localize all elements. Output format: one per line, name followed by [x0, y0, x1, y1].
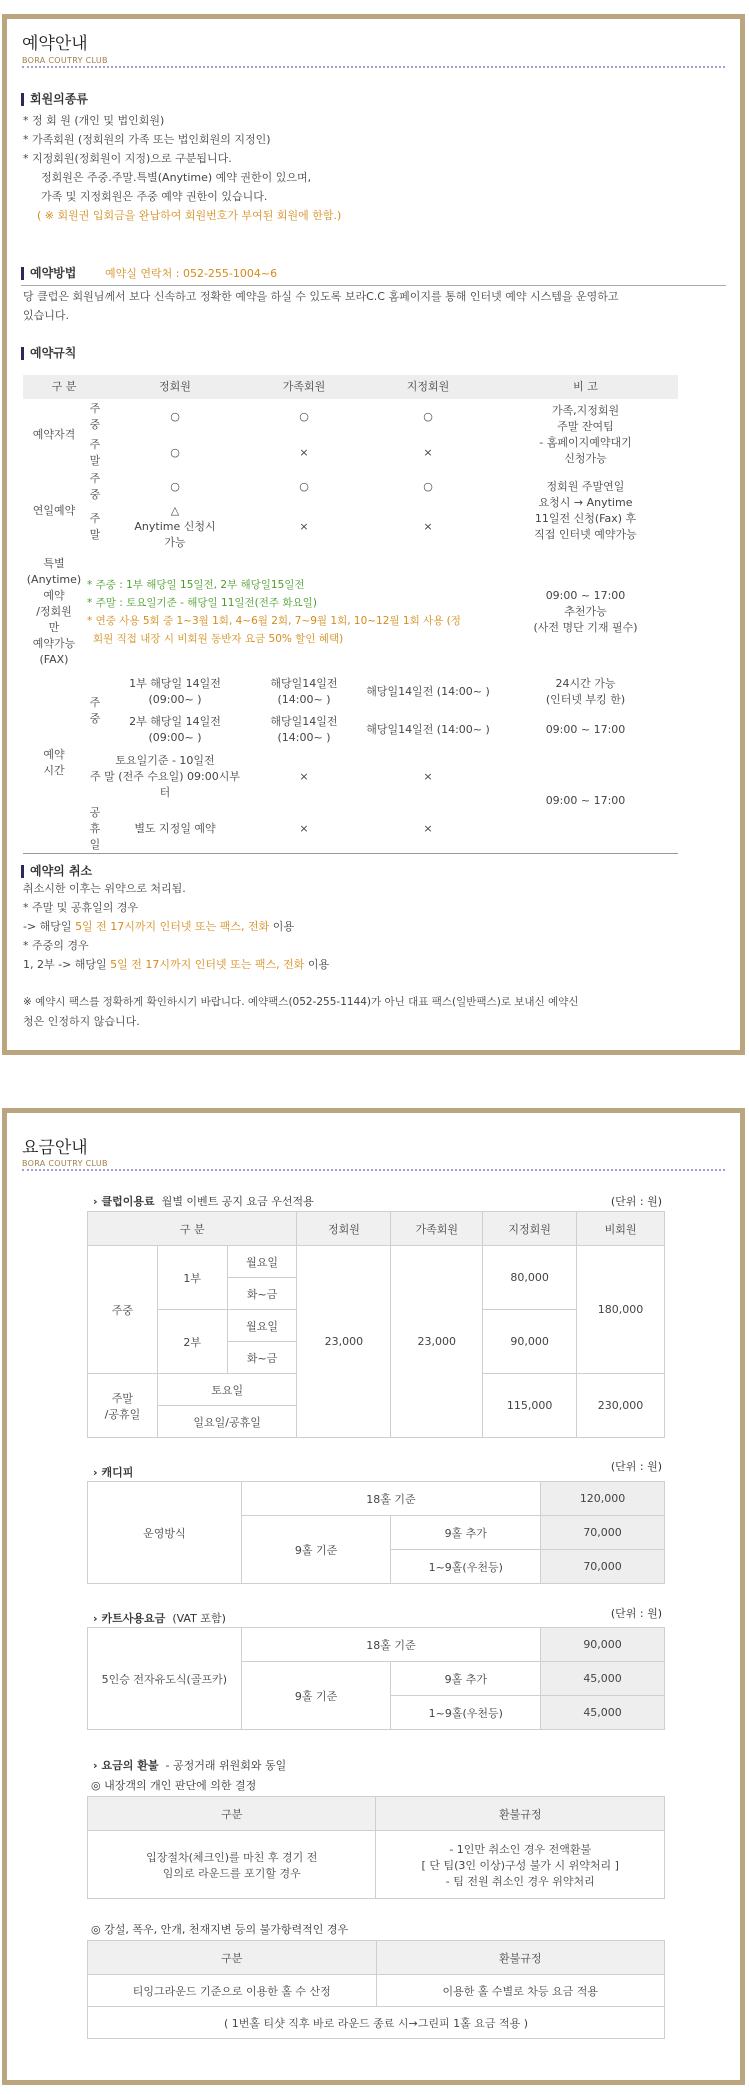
- rule-note: [493, 673, 678, 711]
- refund-rule: 이용한 홀 수별로 차등 요금 적용: [376, 1975, 665, 2007]
- special-rules: [85, 551, 493, 673]
- note-line: 직접 인터넷 예약가능: [534, 528, 637, 541]
- wd-line: 중: [89, 712, 101, 725]
- note-line: 신청가능: [564, 452, 607, 465]
- case-line: 입장절차(체크인)를 마친 후 경기 전: [146, 1850, 318, 1864]
- we-line: /공휴일: [104, 1407, 141, 1421]
- hole-label: 9홀 추가: [391, 1662, 541, 1696]
- unit-label: (단위 : 원): [610, 1195, 662, 1208]
- club-fee-label: 클럽이용료: [101, 1195, 155, 1208]
- refund-case: 티잉그라운드 기준으로 이용한 홀 수 산정: [88, 1975, 377, 2007]
- col-header: 정회원: [297, 1212, 391, 1246]
- rule-note: [493, 399, 678, 471]
- cancel-part: -> 해당일: [23, 920, 76, 933]
- method-label: 운영방식: [88, 1482, 242, 1584]
- hole-label: 9홀 기준: [241, 1516, 391, 1584]
- membership-line: * 지정회원(정회원이 지정)으로 구분됩니다.: [23, 152, 232, 165]
- weekday-vertical: [85, 673, 105, 749]
- membership-line: * 정 회 원 (개인 및 법인회원): [23, 114, 165, 127]
- rule-note: 09:00 ~ 17:00: [545, 794, 626, 807]
- mark-x: ×: [423, 822, 433, 835]
- cat-line: 만: [48, 621, 60, 634]
- cancel-part: 이용: [304, 958, 330, 971]
- fee-nonmember: 180,000: [577, 1246, 665, 1374]
- note-line: 09:00 ~ 17:00: [545, 589, 626, 602]
- note-line: 24시간 가능: [555, 677, 616, 690]
- refund-rule: [376, 1831, 665, 1899]
- fee-designated: 80,000: [483, 1246, 577, 1310]
- refund-sub: ◎ 내장객의 개인 판단에 의한 결정: [91, 1779, 257, 1792]
- col-header: 구 분: [88, 1212, 297, 1246]
- fee-nonmember: 230,000: [577, 1374, 665, 1438]
- case-line: 임의로 라운드를 포기할 경우: [162, 1866, 301, 1880]
- mark-x: ×: [423, 446, 433, 459]
- col-header: 구 분: [23, 375, 105, 399]
- hole-label: 9홀 기준: [241, 1662, 391, 1730]
- row-category: [23, 551, 85, 673]
- membership-heading: 회원의종류: [21, 93, 88, 106]
- cancel-part: 이용: [269, 920, 295, 933]
- weekday-label: 주 중: [89, 472, 101, 501]
- special-line: * 연중 사용 5회 중 1~3월 1회, 4~6월 2회, 7~9월 1회, 10~12월 1회 사용 (정: [87, 615, 461, 627]
- day-label: 화~금: [227, 1342, 297, 1374]
- weekend-label: 주 말: [89, 438, 101, 467]
- reservation-panel: [2, 14, 745, 1055]
- col-header: 환불규정: [376, 1941, 665, 1975]
- mark-o: ○: [299, 410, 309, 423]
- cart-fee: 90,000: [541, 1628, 665, 1662]
- title-divider: [22, 66, 725, 68]
- day-label: 화~금: [227, 1278, 297, 1310]
- cart-fee: 45,000: [541, 1662, 665, 1696]
- we-label: 주 말 (전주 수요일): [90, 770, 184, 783]
- refund-note: - 공정거래 위원회와 동일: [165, 1759, 287, 1772]
- cart-title: › 카트사용요금 (VAT 포함): [93, 1612, 226, 1625]
- anytime-cell: [105, 503, 245, 551]
- caddie-fee: 70,000: [541, 1550, 665, 1584]
- cat-line: (Anytime): [26, 573, 82, 586]
- club-fee-note: 월별 이벤트 공지 요금 우선적용: [161, 1195, 314, 1208]
- mark-x: ×: [299, 446, 309, 459]
- note-line: 요청시 → Anytime: [538, 496, 633, 509]
- cat-line: 시간: [43, 764, 65, 777]
- mark-x: ×: [423, 770, 433, 783]
- weekend-label: [88, 1374, 158, 1438]
- rules-heading: 예약규칙: [21, 347, 76, 360]
- rule-note: 09:00 ~ 17:00: [545, 723, 626, 736]
- refund-sub: ◎ 강설, 폭우, 안개, 천재지변 등의 불가항력적인 경우: [91, 1923, 349, 1936]
- fee-family: 23,000: [391, 1246, 483, 1438]
- cart-vat: (VAT 포함): [172, 1612, 226, 1625]
- membership-note: ( ※ 회원권 입회금을 완납하여 회원번호가 부여된 회원에 한함.): [37, 209, 342, 222]
- fax-note: 청은 인정하지 않습니다.: [23, 1015, 140, 1028]
- row-category: 예약자격: [32, 428, 76, 441]
- mark-o: ○: [170, 446, 180, 459]
- cat-line: 예약: [43, 748, 65, 761]
- club-fee-title: › 클럽이용료 월별 이벤트 공지 요금 우선적용: [93, 1195, 314, 1208]
- membership-indent: 가족 및 지정회원은 주중 예약 권한이 있습니다.: [41, 190, 268, 203]
- note-line: (인터넷 부킹 한): [545, 693, 626, 706]
- note-line: 가족,지정회원: [551, 404, 620, 417]
- cancel-line: * 주말 및 공휴일의 경우: [23, 901, 139, 914]
- note-line: 주말 잔여팀: [557, 420, 614, 433]
- cat-line: (FAX): [39, 653, 69, 666]
- we-line: 주말: [111, 1391, 134, 1405]
- time-cell: 해당일14일전 (14:00~ ): [366, 723, 490, 736]
- cancel-deadline: 5일 전 17시까지 인터넷 또는 팩스, 전화: [75, 920, 270, 933]
- mark-x: ×: [299, 822, 309, 835]
- unit-label: (단위 : 원): [610, 1607, 662, 1620]
- special-line: 회원 직접 내장 시 비회원 동반자 요금 50% 할인 혜택): [93, 633, 344, 645]
- hole-label: 1~9홀(우천등): [391, 1696, 541, 1730]
- club-subtitle: BORA COUTRY CLUB: [22, 1159, 108, 1168]
- rule-line: - 1인만 취소인 경우 전액환불: [449, 1842, 592, 1856]
- day-label: 토요일: [157, 1374, 297, 1406]
- title-divider: [22, 1169, 725, 1171]
- day-label: 월요일: [227, 1246, 297, 1278]
- row-category: [23, 673, 85, 854]
- time-cell: 해당일14일전 (14:00~ ): [270, 677, 338, 706]
- mark-x: ×: [299, 520, 309, 533]
- mark-x: ×: [423, 520, 433, 533]
- mark-o: ○: [423, 480, 433, 493]
- method-divider: [21, 285, 726, 286]
- we-line: 터: [159, 786, 171, 799]
- rule-note: [493, 471, 678, 551]
- cancel-heading: 예약의 취소: [21, 865, 92, 878]
- col-header: 정회원: [105, 375, 245, 399]
- holiday-label: 공휴일: [89, 806, 101, 851]
- weekend-label: 주 말: [89, 512, 101, 541]
- mark-o: ○: [299, 480, 309, 493]
- mark-x: ×: [299, 770, 309, 783]
- weekday-label: 주중: [88, 1246, 158, 1374]
- cart-label: 카트사용요금: [101, 1612, 166, 1625]
- page-title: 요금안내: [22, 1138, 88, 1158]
- part-label: 2부: [157, 1310, 227, 1374]
- col-header: 비회원: [577, 1212, 665, 1246]
- special-line: * 주말 : 토요일기준 - 해당일 11일전(전주 화요일): [87, 597, 317, 609]
- cancel-part: 1, 2부 -> 해당일: [23, 958, 111, 971]
- caddie-label: 캐디피: [101, 1466, 134, 1479]
- we-line: 토요일기준 - 10일전: [115, 754, 215, 767]
- cancel-line: 취소시한 이후는 위약으로 처리됨.: [23, 882, 186, 895]
- club-fee-table: [87, 1211, 665, 1438]
- caddie-fee: 70,000: [541, 1516, 665, 1550]
- rule-line: - 팀 전원 취소인 경우 위약처리: [445, 1874, 595, 1888]
- rule-line: [ 단 팀(3인 이상)구성 불가 시 위약처리 ]: [421, 1858, 619, 1872]
- refund-table-1: [87, 1796, 665, 1899]
- time-cell: 해당일14일전 (14:00~ ): [270, 715, 338, 744]
- cancel-line: [23, 955, 329, 974]
- cat-line: 예약가능: [32, 637, 76, 650]
- contact-number: 예약실 연락처 : 052-255-1004~6: [105, 267, 278, 280]
- mark-triangle: △: [170, 504, 180, 517]
- time-cell: 해당일14일전 (14:00~ ): [366, 685, 490, 698]
- cancel-deadline: 5일 전 17시까지 인터넷 또는 팩스, 전화: [110, 958, 305, 971]
- refund-label: 요금의 환불: [101, 1759, 159, 1772]
- method-label: 5인승 전자유도식(골프카): [88, 1628, 242, 1730]
- note-line: (사전 명단 기재 필수): [533, 621, 638, 634]
- membership-line: * 가족회원 (정회원의 가족 또는 법인회원의 지정인): [23, 133, 271, 146]
- membership-indent: 정회원은 주중.주말.특별(Anytime) 예약 권한이 있으며,: [41, 171, 312, 184]
- hole-label: 1~9홀(우천등): [391, 1550, 541, 1584]
- refund-table-2: [87, 1940, 665, 2039]
- weekend-cell: [85, 749, 245, 805]
- anytime-line: 가능: [164, 536, 186, 549]
- fax-note: ※ 예약시 팩스를 정확하게 확인하시기 바랍니다. 예약팩스(052-255-1144)가 아닌 대표 팩스(일반팩스)로 보내신 예약신: [23, 996, 579, 1008]
- cart-table: [87, 1627, 665, 1730]
- cat-line: 예약: [43, 589, 65, 602]
- col-header: 비 고: [493, 375, 678, 399]
- col-header: 환불규정: [376, 1797, 665, 1831]
- part-label: 1부: [157, 1246, 227, 1310]
- day-label: 월요일: [227, 1310, 297, 1342]
- mark-o: ○: [170, 480, 180, 493]
- special-line: * 주중 : 1부 해당일 15일전, 2부 해당일15일전: [87, 579, 305, 591]
- cancel-line: [23, 917, 294, 936]
- fee-regular: 23,000: [297, 1246, 391, 1438]
- col-header: 지정회원: [363, 375, 493, 399]
- mark-o: ○: [170, 410, 180, 423]
- caddie-table: [87, 1481, 665, 1584]
- we-line: 09:00시부: [187, 770, 240, 783]
- page-title: 예약안내: [22, 34, 88, 54]
- fee-designated: 90,000: [483, 1310, 577, 1374]
- col-header: 가족회원: [245, 375, 363, 399]
- method-desc: 있습니다.: [23, 309, 70, 322]
- time-cell: 1부 해당일 14일전 (09:00~ ): [129, 677, 221, 706]
- fees-panel: [2, 1108, 745, 2085]
- row-category: 연일예약: [32, 504, 76, 517]
- fee-designated: 115,000: [483, 1374, 577, 1438]
- caddie-fee: 120,000: [541, 1482, 665, 1516]
- method-desc: 당 클럽은 회원님께서 보다 신속하고 정확한 예약을 하실 수 있도록 보라C.C 홈페이지를 통해 인터넷 예약 시스템을 운영하고: [23, 290, 619, 303]
- rules-table: [23, 375, 678, 854]
- day-label: 일요일/공휴일: [157, 1406, 297, 1438]
- note-line: - 홈페이지예약대기: [539, 436, 632, 449]
- weekday-label: 주 중: [89, 402, 101, 431]
- hole-label: 18홀 기준: [241, 1482, 540, 1516]
- note-line: 11일전 신청(Fax) 후: [534, 512, 637, 525]
- rule-note: [493, 551, 678, 673]
- caddie-title: › 캐디피: [93, 1466, 134, 1479]
- refund-case: [88, 1831, 376, 1899]
- mark-o: ○: [423, 410, 433, 423]
- cat-line: /정회원: [36, 605, 72, 618]
- anytime-line: Anytime 신청시: [134, 520, 216, 533]
- note-line: 정회원 주말연일: [546, 480, 625, 493]
- note-line: 추천가능: [564, 605, 607, 618]
- hole-label: 9홀 추가: [391, 1516, 541, 1550]
- cancel-line: * 주중의 경우: [23, 939, 89, 952]
- col-header: 지정회원: [483, 1212, 577, 1246]
- cat-line: 특별: [43, 557, 65, 570]
- method-heading: 예약방법: [21, 267, 76, 280]
- col-header: 구분: [88, 1797, 376, 1831]
- time-cell: 2부 해당일 14일전 (09:00~ ): [129, 715, 221, 744]
- hole-label: 18홀 기준: [241, 1628, 540, 1662]
- refund-footnote: ( 1번홀 티샷 직후 바로 라운드 종료 시→그린피 1홀 요금 적용 ): [88, 2007, 665, 2039]
- holiday-value: 별도 지정일 예약: [134, 822, 216, 835]
- unit-label: (단위 : 원): [610, 1460, 662, 1473]
- cart-fee: 45,000: [541, 1696, 665, 1730]
- refund-title: › 요금의 환불 - 공정거래 위원회와 동일: [93, 1759, 287, 1772]
- col-header: 가족회원: [391, 1212, 483, 1246]
- wd-line: 주: [89, 696, 101, 709]
- col-header: 구분: [88, 1941, 377, 1975]
- club-subtitle: BORA COUTRY CLUB: [22, 56, 108, 65]
